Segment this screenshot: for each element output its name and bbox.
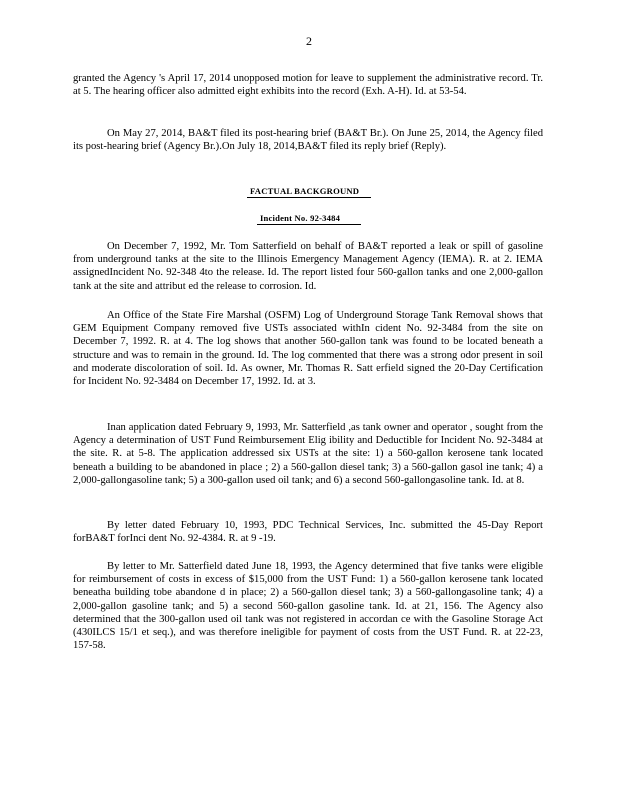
page-number: 2 (306, 34, 312, 48)
paragraph-45-day-report: By letter dated February 10, 1993, PDC Technical Services, Inc. submitted the 45-Day Report forBA&T forInci dent No. 92-4384. R. at 9 -19. (73, 520, 543, 545)
heading-factual-background-text: FACTUAL BACKGROUND (247, 186, 371, 198)
paragraph-leak-report: On December 7, 1992, Mr. Tom Satterfield on behalf of BA&T reported a leak or spill of gasoline from underground tanks at the site to the Illinois Emergency Management Agency (IEMA). R. at 2. IEMA assignedIncident No. 92-348 4to the release. Id. The report listed four 560-gallon tanks and one 2,000-gallon tank at the site and attribut ed the release to corrosion. Id. (73, 241, 543, 292)
paragraph-briefs: On May 27, 2014, BA&T filed its post-hearing brief (BA&T Br.). On June 25, 2014, the Agency filed its post-hearing brief (Agency Br.).On July 18, 2014,BA&T filed its reply brief (Reply). (73, 128, 543, 153)
paragraph-osfm-log: An Office of the State Fire Marshal (OSFM) Log of Underground Storage Tank Removal shows that GEM Equipment Company removed five USTs associated withIn cident No. 92-3484 from the site on December 7, 1992. R. at 4. The log shows that another 560-gallon tank was found to be located beneath a structure and was to remain in the ground. Id. The log commented that there was a strong odor present in soil and moderate discoloration of soil. Id. As owner, Mr. Thomas R. Satt erfield signed the 20-Day Certification for Incident No. 92-3484 on December 17, 1992. Id. at 3. (73, 310, 543, 388)
heading-incident-text: Incident No. 92-3484 (257, 213, 361, 225)
paragraph-supplement-record: granted the Agency 's April 17, 2014 unopposed motion for leave to supplement the administrative record. Tr. at 5. The hearing officer also admitted eight exhibits into the record (Exh. A-H). Id. at 53-54. (73, 73, 543, 98)
paragraph-application: Inan application dated February 9, 1993, Mr. Satterfield ,as tank owner and operator , sought from the Agency a determination of UST Fund Reimbursement Elig ibility and Deductible for Incident No. 92-3484 at the site. R. at 5-8. The application addressed six USTs at the site: 1) a 560-gallon kerosene tank located beneath a building to be abandoned in place ; 2) a 560-gallon diesel tank; 3) a 560-gallon gasol ine tank; 4) a 2,000-gallongasoline tank; 5) a 300-gallon used oil tank; and 6) a second 560-gallongasoline tank. Id. at 8. (73, 422, 543, 486)
paragraph-eligibility-determination: By letter to Mr. Satterfield dated June 18, 1993, the Agency determined that five tanks were eligible for reimbursement of costs in excess of $15,000 from the UST Fund: 1) a 560-gallon kerosene tank located beneatha building tobe abandone d in place; 2) a 560-gallon diesel tank; 3) a 560-gallongasoline tank; 4) a 2,000-gallon gasoline tank; and 5) a second 560-gallon gasoline tank. Id. at 21, 156. The Agency also determined that the 300-gallon used oil tank was not registered in accordan ce with the Gasoline Storage Act (430ILCS 15/1 et seq.), and was therefore ineligible for payment of costs from the UST Fund. R. at 22-23, 157-58. (73, 561, 543, 652)
heading-factual-background (0, 186, 618, 198)
heading-incident (0, 213, 618, 225)
